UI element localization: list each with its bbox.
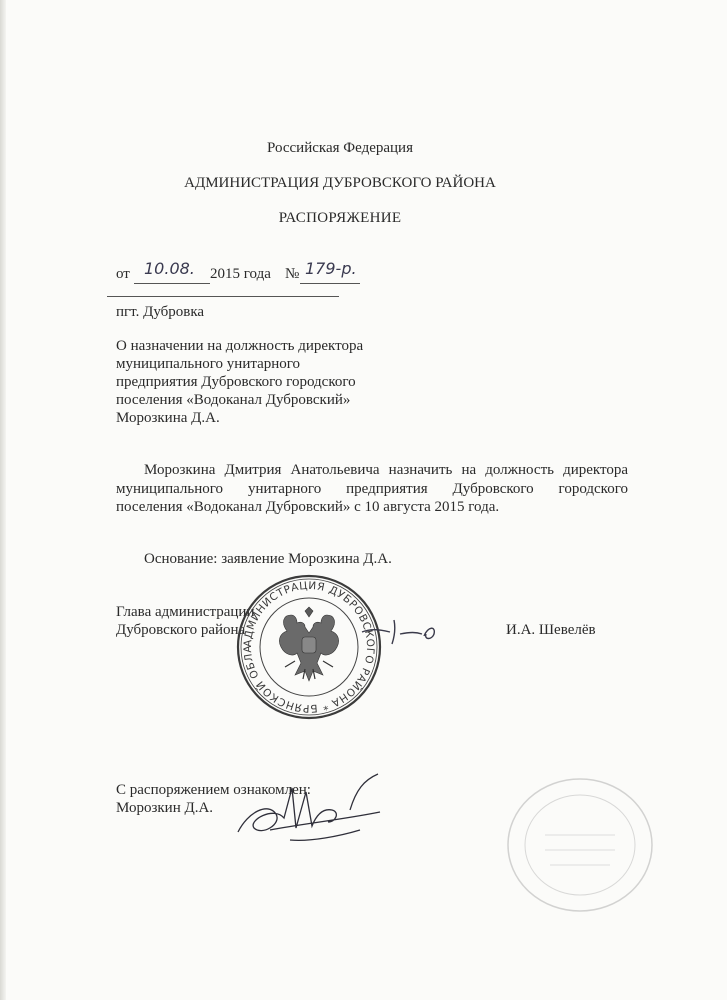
date-underline xyxy=(134,283,210,284)
place-name: пгт. Дубровка xyxy=(116,304,205,320)
subject-line-1: О назначении на должность директора xyxy=(116,338,364,354)
signer-position-2: Дубровского района xyxy=(116,622,246,638)
acknowledgement-line-2: Морозкин Д.А. xyxy=(116,800,214,816)
acknowledgement-line-1: С распоряжением ознакомлен: xyxy=(116,782,311,798)
acknowledgement-signature-mark xyxy=(230,770,410,850)
place-rule xyxy=(107,296,339,297)
body-line-2: муниципального унитарного предприятия Дубровского городского xyxy=(116,480,628,497)
subject-line-2: муниципального унитарного xyxy=(116,356,301,372)
number-sign: № xyxy=(285,266,300,282)
authority-heading: АДМИНИСТРАЦИЯ ДУБРОВСКОГО РАЙОНА xyxy=(184,175,496,191)
eagle-emblem-icon xyxy=(279,607,338,681)
subject-line-5: Морозкина Д.А. xyxy=(116,410,220,426)
head-signature-mark xyxy=(360,610,440,650)
subject-line-3: предприятия Дубровского городского xyxy=(116,374,356,390)
faded-backside-stamp xyxy=(505,775,655,915)
signer-name: И.А. Шевелёв xyxy=(506,622,596,638)
country-heading: Российская Федерация xyxy=(267,140,413,156)
body-line-1: Морозкина Дмитрия Анатольевича назначить на должность директора xyxy=(144,462,628,478)
handwritten-date: 10.08. xyxy=(144,259,195,278)
seal-ring-text: АДМИНИСТРАЦИЯ ДУБРОВСКОГО РАЙОНА * БРЯНСКОЙ ОБЛАСТИ * xyxy=(230,564,377,715)
basis-line: Основание: заявление Морозкина Д.А. xyxy=(144,551,392,567)
handwritten-number: 179-р. xyxy=(305,259,357,278)
body-line-3: поселения «Водоканал Дубровский» с 10 августа 2015 года. xyxy=(116,499,500,515)
date-year: 2015 года xyxy=(210,266,271,282)
date-prefix: от xyxy=(116,266,130,282)
order-body xyxy=(116,461,628,517)
subject-line-4: поселения «Водоканал Дубровский» xyxy=(116,392,351,408)
document-type-heading: РАСПОРЯЖЕНИЕ xyxy=(278,210,402,226)
number-underline xyxy=(300,283,360,284)
signer-position-1: Глава администрации xyxy=(116,604,255,620)
